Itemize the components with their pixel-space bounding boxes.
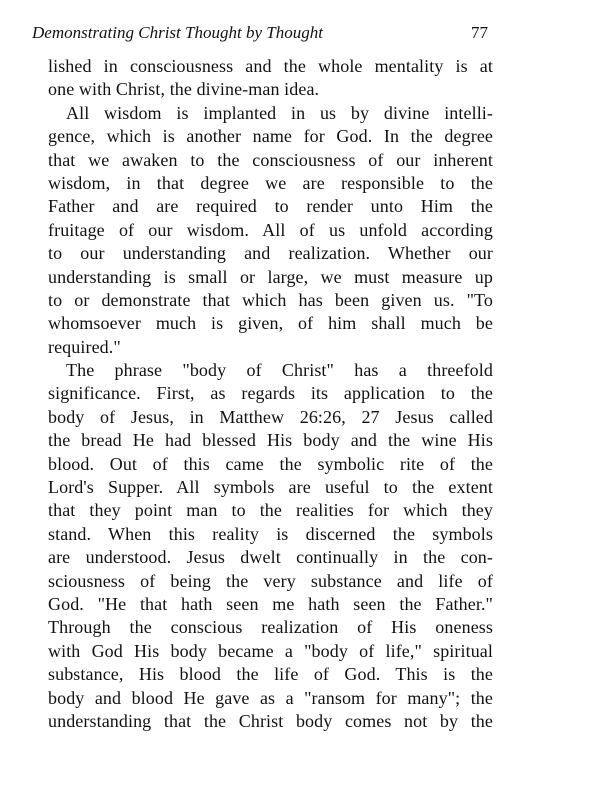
text-line: lished in consciousness and the whole mentality is at <box>48 56 493 76</box>
text-line: whomsoever much is given, of him shall much be <box>48 313 493 334</box>
text-line: to our understanding and realization. Whether our <box>48 243 493 264</box>
text-line: one with Christ, the divine-man idea. <box>48 79 320 100</box>
text-line: wisdom, in that degree we are responsible to the <box>48 172 493 193</box>
text-line: Through the conscious realization of His oneness <box>48 617 493 638</box>
text-line: understanding is small or large, we must measure up <box>48 266 493 287</box>
text-line: substance, His blood the life of God. This is the <box>48 664 493 685</box>
text-line: understanding that the Christ body comes not by the <box>48 710 493 731</box>
text-line: The phrase "body of Christ" has a threefold <box>66 360 493 381</box>
text-line: God. "He that hath seen me hath seen the Father." <box>48 593 493 614</box>
text-line: body and blood He gave as a "ransom for many"; the <box>48 687 493 708</box>
text-line: body of Jesus, in Matthew 26:26, 27 Jesus called <box>48 406 493 427</box>
text-line: that we awaken to the consciousness of our inherent <box>48 149 493 170</box>
text-line: the bread He had blessed His body and the wine His <box>48 430 493 451</box>
text-line: gence, which is another name for God. In the degree <box>48 126 493 147</box>
text-line: blood. Out of this came the symbolic rite of the <box>48 453 493 474</box>
text-line: required." <box>48 336 121 357</box>
text-line: with God His body became a "body of life," spiritual <box>48 640 493 661</box>
text-line: Lord's Supper. All symbols are useful to the extent <box>48 477 493 498</box>
text-line: are understood. Jesus dwelt continually in the con- <box>48 547 493 568</box>
text-line: significance. First, as regards its application to the <box>48 383 493 404</box>
running-head <box>32 20 488 46</box>
text-line: to or demonstrate that which has been given us. "To <box>48 289 493 310</box>
text-line: All wisdom is implanted in us by divine intelli- <box>66 102 493 123</box>
text-line: that they point man to the realities for which they <box>48 500 493 521</box>
text-line: Father and are required to render unto Him the <box>48 196 493 217</box>
text-line: sciousness of being the very substance and life of <box>48 570 493 591</box>
page-number: 77 <box>471 23 488 42</box>
text-line: fruitage of our wisdom. All of us unfold according <box>48 219 493 240</box>
body-text <box>48 55 493 733</box>
text-line: stand. When this reality is discerned the symbols <box>48 523 493 544</box>
running-title: Demonstrating Christ Thought by Thought <box>32 23 323 42</box>
